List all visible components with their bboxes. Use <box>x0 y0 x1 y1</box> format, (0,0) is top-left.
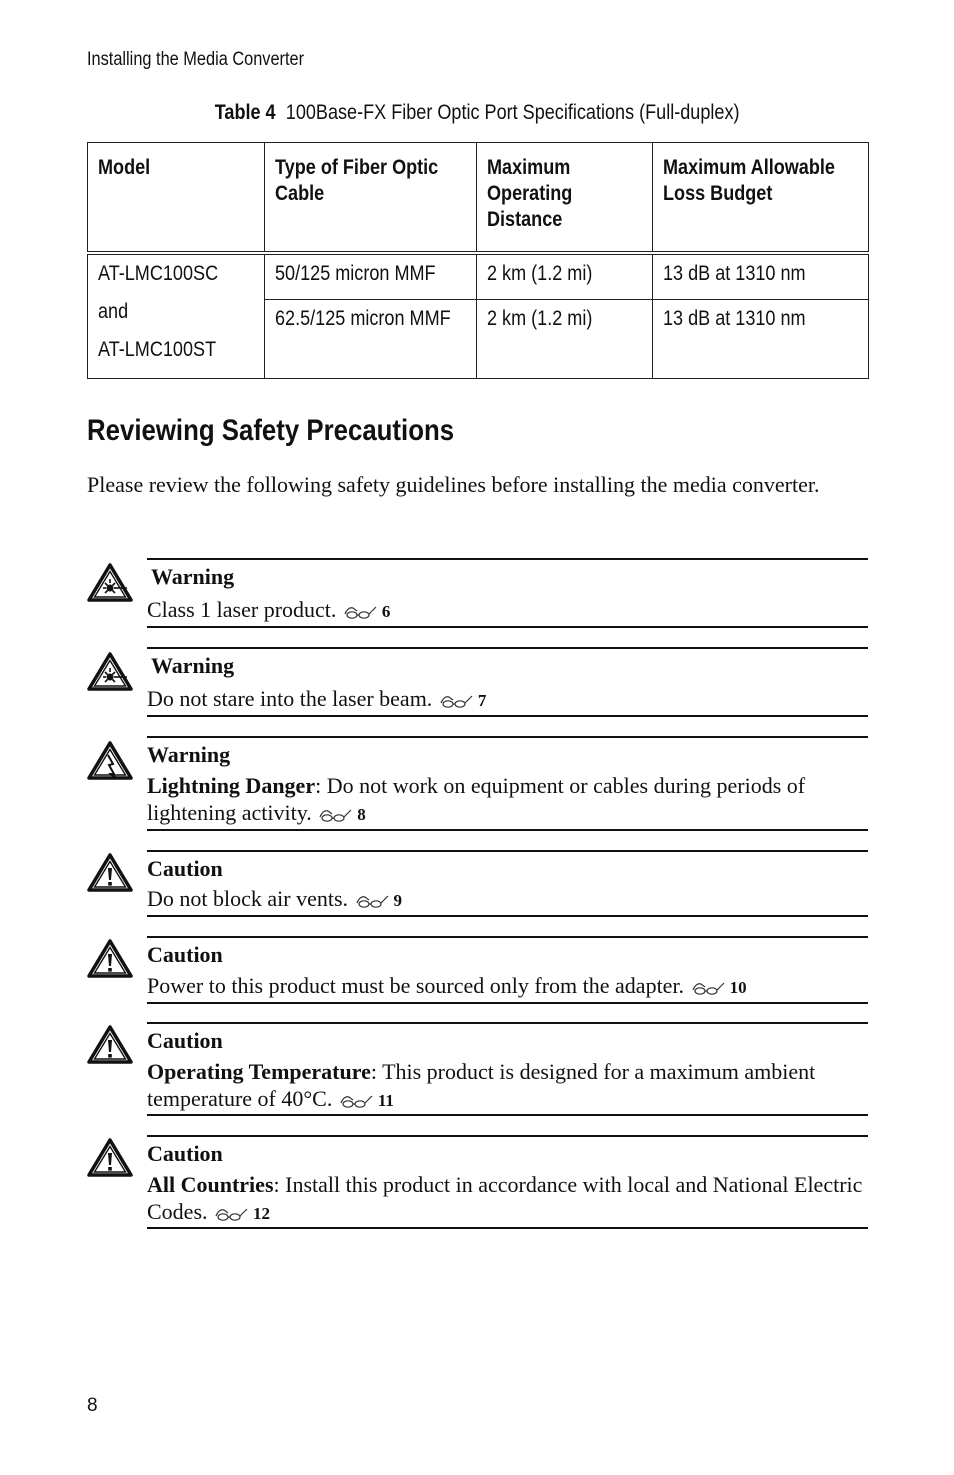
model-line: AT-LMC100ST <box>98 338 217 361</box>
model-line: AT-LMC100SC <box>98 262 219 285</box>
notice-text: Operating Temperature: This product is designed for a maximum ambient temperature of 40°C. 11 <box>147 1059 816 1111</box>
column-header-distance: Maximum Operating Distance <box>477 143 653 254</box>
eyeglasses-icon <box>356 892 390 910</box>
intro-paragraph: Please review the following safety guidelines before installing the media converter. <box>87 472 820 497</box>
table-header-row <box>88 143 869 254</box>
lightning-warning-icon <box>87 740 133 780</box>
laser-warning-icon <box>87 562 133 602</box>
notice-title: Warning <box>147 742 231 767</box>
laser-warning-icon <box>87 651 133 691</box>
distance-cell: 2 km (1.2 mi) <box>477 253 653 300</box>
loss-cell: 13 dB at 1310 nm <box>653 300 869 379</box>
notice-title: Caution <box>147 1028 223 1053</box>
spec-table <box>87 142 869 379</box>
caution-exclamation-icon <box>87 1137 133 1177</box>
notice-title: Warning <box>151 564 235 589</box>
notice-text: All Countries: Install this product in accordance with local and National Electric Codes. 12 <box>147 1172 863 1224</box>
translation-ref: 11 <box>377 1091 394 1110</box>
translation-ref: 10 <box>729 978 747 997</box>
column-header-cable-type: Type of Fiber Optic Cable <box>265 143 477 254</box>
notice-text: Power to this product must be sourced only from the adapter. 10 <box>147 973 747 998</box>
distance-cell: 2 km (1.2 mi) <box>477 300 653 379</box>
model-line: and <box>98 300 129 323</box>
model-cell <box>88 253 265 379</box>
table-caption <box>0 101 954 125</box>
translation-ref: 7 <box>477 691 487 710</box>
notice-title: Warning <box>151 653 235 678</box>
loss-cell: 13 dB at 1310 nm <box>653 253 869 300</box>
translation-ref: 12 <box>253 1204 270 1223</box>
caution-exclamation-icon <box>87 938 133 978</box>
notice-title: Caution <box>147 942 223 967</box>
eyeglasses-icon <box>692 979 726 997</box>
eyeglasses-icon <box>440 692 474 710</box>
eyeglasses-icon <box>344 603 378 621</box>
table-caption-label: Table 4 <box>214 101 276 124</box>
eyeglasses-icon <box>319 806 353 824</box>
cable-cell: 62.5/125 micron MMF <box>265 300 477 379</box>
column-header-loss-budget: Maximum Allowable Loss Budget <box>653 143 869 254</box>
notice-title: Caution <box>147 1141 223 1166</box>
translation-ref: 9 <box>393 891 403 910</box>
notice-text: Do not block air vents. 9 <box>147 886 403 911</box>
notice-text: Lightning Danger: Do not work on equipment or cables during periods of lightening activity. 8 <box>147 773 806 825</box>
caution-exclamation-icon <box>87 1024 133 1064</box>
notice-text: Class 1 laser product. 6 <box>147 597 391 622</box>
translation-ref: 6 <box>381 602 391 621</box>
translation-ref: 8 <box>357 805 366 824</box>
notice-text: Do not stare into the laser beam. 7 <box>147 686 487 711</box>
caution-exclamation-icon <box>87 852 133 892</box>
cable-cell: 50/125 micron MMF <box>265 253 477 300</box>
section-heading: Reviewing Safety Precautions <box>87 414 455 447</box>
running-header: Installing the Media Converter <box>87 49 305 70</box>
eyeglasses-icon <box>215 1205 249 1223</box>
eyeglasses-icon <box>340 1092 374 1110</box>
column-header-model: Model <box>88 143 265 254</box>
table-caption-title: 100Base-FX Fiber Optic Port Specifications (Full-duplex) <box>285 101 740 124</box>
table-row <box>88 253 869 300</box>
page-number: 8 <box>87 1395 98 1416</box>
notice-title: Caution <box>147 856 223 881</box>
